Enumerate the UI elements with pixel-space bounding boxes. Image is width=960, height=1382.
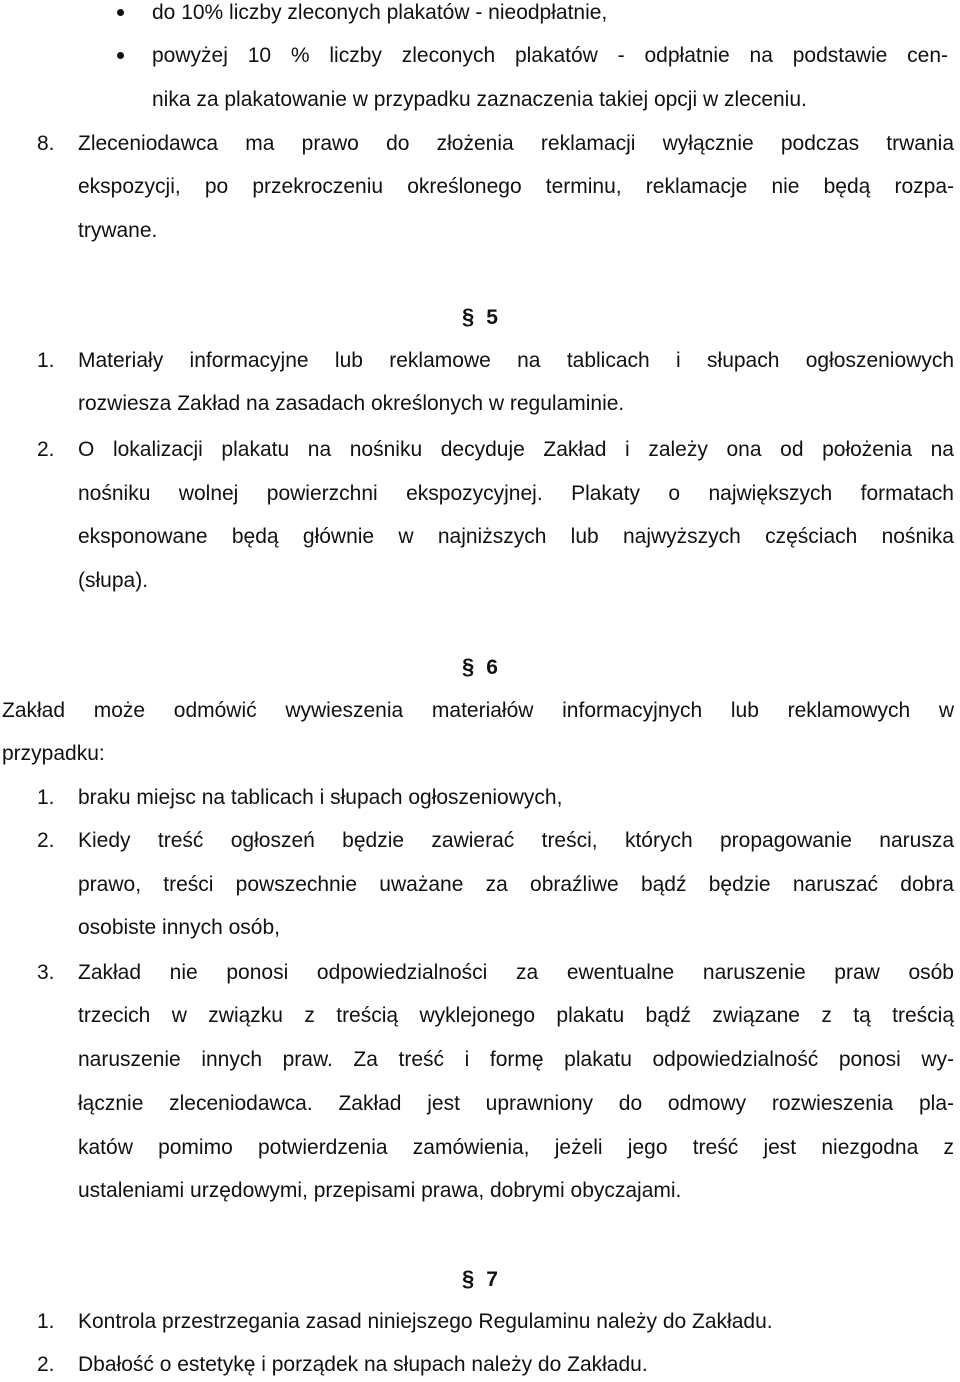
section-symbol: § (462, 654, 475, 679)
s6-p3-line-2: trzecich w związku z treścią wyklejonego plakatu bądź związane z tą treścią (78, 1004, 954, 1027)
section-5-heading (462, 303, 498, 331)
s5-p2-line-4: (słupa). (78, 569, 149, 592)
s6-p2-line-3: osobiste innych osób, (78, 916, 280, 939)
section-symbol: § (462, 1266, 475, 1291)
section-number: 5 (486, 306, 498, 329)
list-number: 1. (37, 1310, 55, 1333)
bullet-icon (117, 52, 124, 59)
s6-p3-line-1: Zakład nie ponosi odpowiedzialności za ewentualne naruszenie praw osób (78, 961, 954, 984)
list-number: 8. (37, 132, 55, 155)
s7-p1-line-1: Kontrola przestrzegania zasad niniejszego Regulaminu należy do Zakładu. (78, 1310, 773, 1333)
list-number: 1. (37, 349, 55, 372)
paragraph-8-line-1: Zleceniodawca ma prawo do złożenia reklamacji wyłącznie podczas trwania (78, 132, 954, 155)
list-number: 2. (37, 438, 55, 461)
s6-p3-line-6: ustaleniami urzędowymi, przepisami prawa, dobrymi obyczajami. (78, 1179, 682, 1202)
bullet-item-2-line-2: nika za plakatowanie w przypadku zaznaczenia takiej opcji w zleceniu. (152, 88, 807, 111)
bullet-icon (117, 9, 124, 16)
s6-p2-line-1: Kiedy treść ogłoszeń będzie zawierać treści, których propagowanie narusza (78, 829, 954, 852)
s5-p2-line-3: eksponowane będą głównie w najniższych lub najwyższych częściach nośnika (78, 525, 954, 548)
s7-p2-line-1: Dbałość o estetykę i porządek na słupach należy do Zakładu. (78, 1353, 648, 1376)
list-number: 3. (37, 961, 55, 984)
s5-p2-line-2: nośniku wolnej powierzchni ekspozycyjnej. Plakaty o największych formatach (78, 482, 954, 505)
section-7-heading (462, 1265, 498, 1293)
s6-intro-line-1: Zakład może odmówić wywieszenia materiałów informacyjnych lub reklamowych w (2, 699, 954, 722)
list-number: 2. (37, 829, 55, 852)
list-number: 2. (37, 1353, 55, 1376)
paragraph-8-line-3: trywane. (78, 219, 158, 242)
s6-p3-line-5: katów pomimo potwierdzenia zamówienia, jeżeli jego treść jest niezgodna z (78, 1136, 954, 1159)
s5-p2-line-1: O lokalizacji plakatu na nośniku decyduje Zakład i zależy ona od położenia na (78, 438, 954, 461)
bullet-item-1: do 10% liczby zleconych plakatów - nieodpłatnie, (152, 1, 608, 24)
section-6-heading (462, 653, 498, 681)
bullet-item-2-line-1: powyżej 10 % liczby zleconych plakatów - odpłatnie na podstawie cen- (152, 44, 948, 67)
s6-p1-line-1: braku miejsc na tablicach i słupach ogłoszeniowych, (78, 786, 563, 809)
paragraph-8-line-2: ekspozycji, po przekroczeniu określonego terminu, reklamacje nie będą rozpa- (78, 175, 954, 198)
s5-p1-line-1: Materiały informacyjne lub reklamowe na tablicach i słupach ogłoszeniowych (78, 349, 954, 372)
s6-p3-line-3: naruszenie innych praw. Za treść i formę plakatu odpowiedzialność ponosi wy- (78, 1048, 954, 1071)
s6-p3-line-4: łącznie zleceniodawca. Zakład jest uprawniony do odmowy rozwieszenia pla- (78, 1092, 954, 1115)
section-symbol: § (462, 304, 475, 329)
list-number: 1. (37, 786, 55, 809)
s6-intro-line-2: przypadku: (2, 742, 105, 765)
section-number: 7 (486, 1268, 498, 1291)
section-number: 6 (486, 656, 498, 679)
s6-p2-line-2: prawo, treści powszechnie uważane za obraźliwe bądź będzie naruszać dobra (78, 873, 954, 896)
s5-p1-line-2: rozwiesza Zakład na zasadach określonych w regulaminie. (78, 392, 625, 415)
